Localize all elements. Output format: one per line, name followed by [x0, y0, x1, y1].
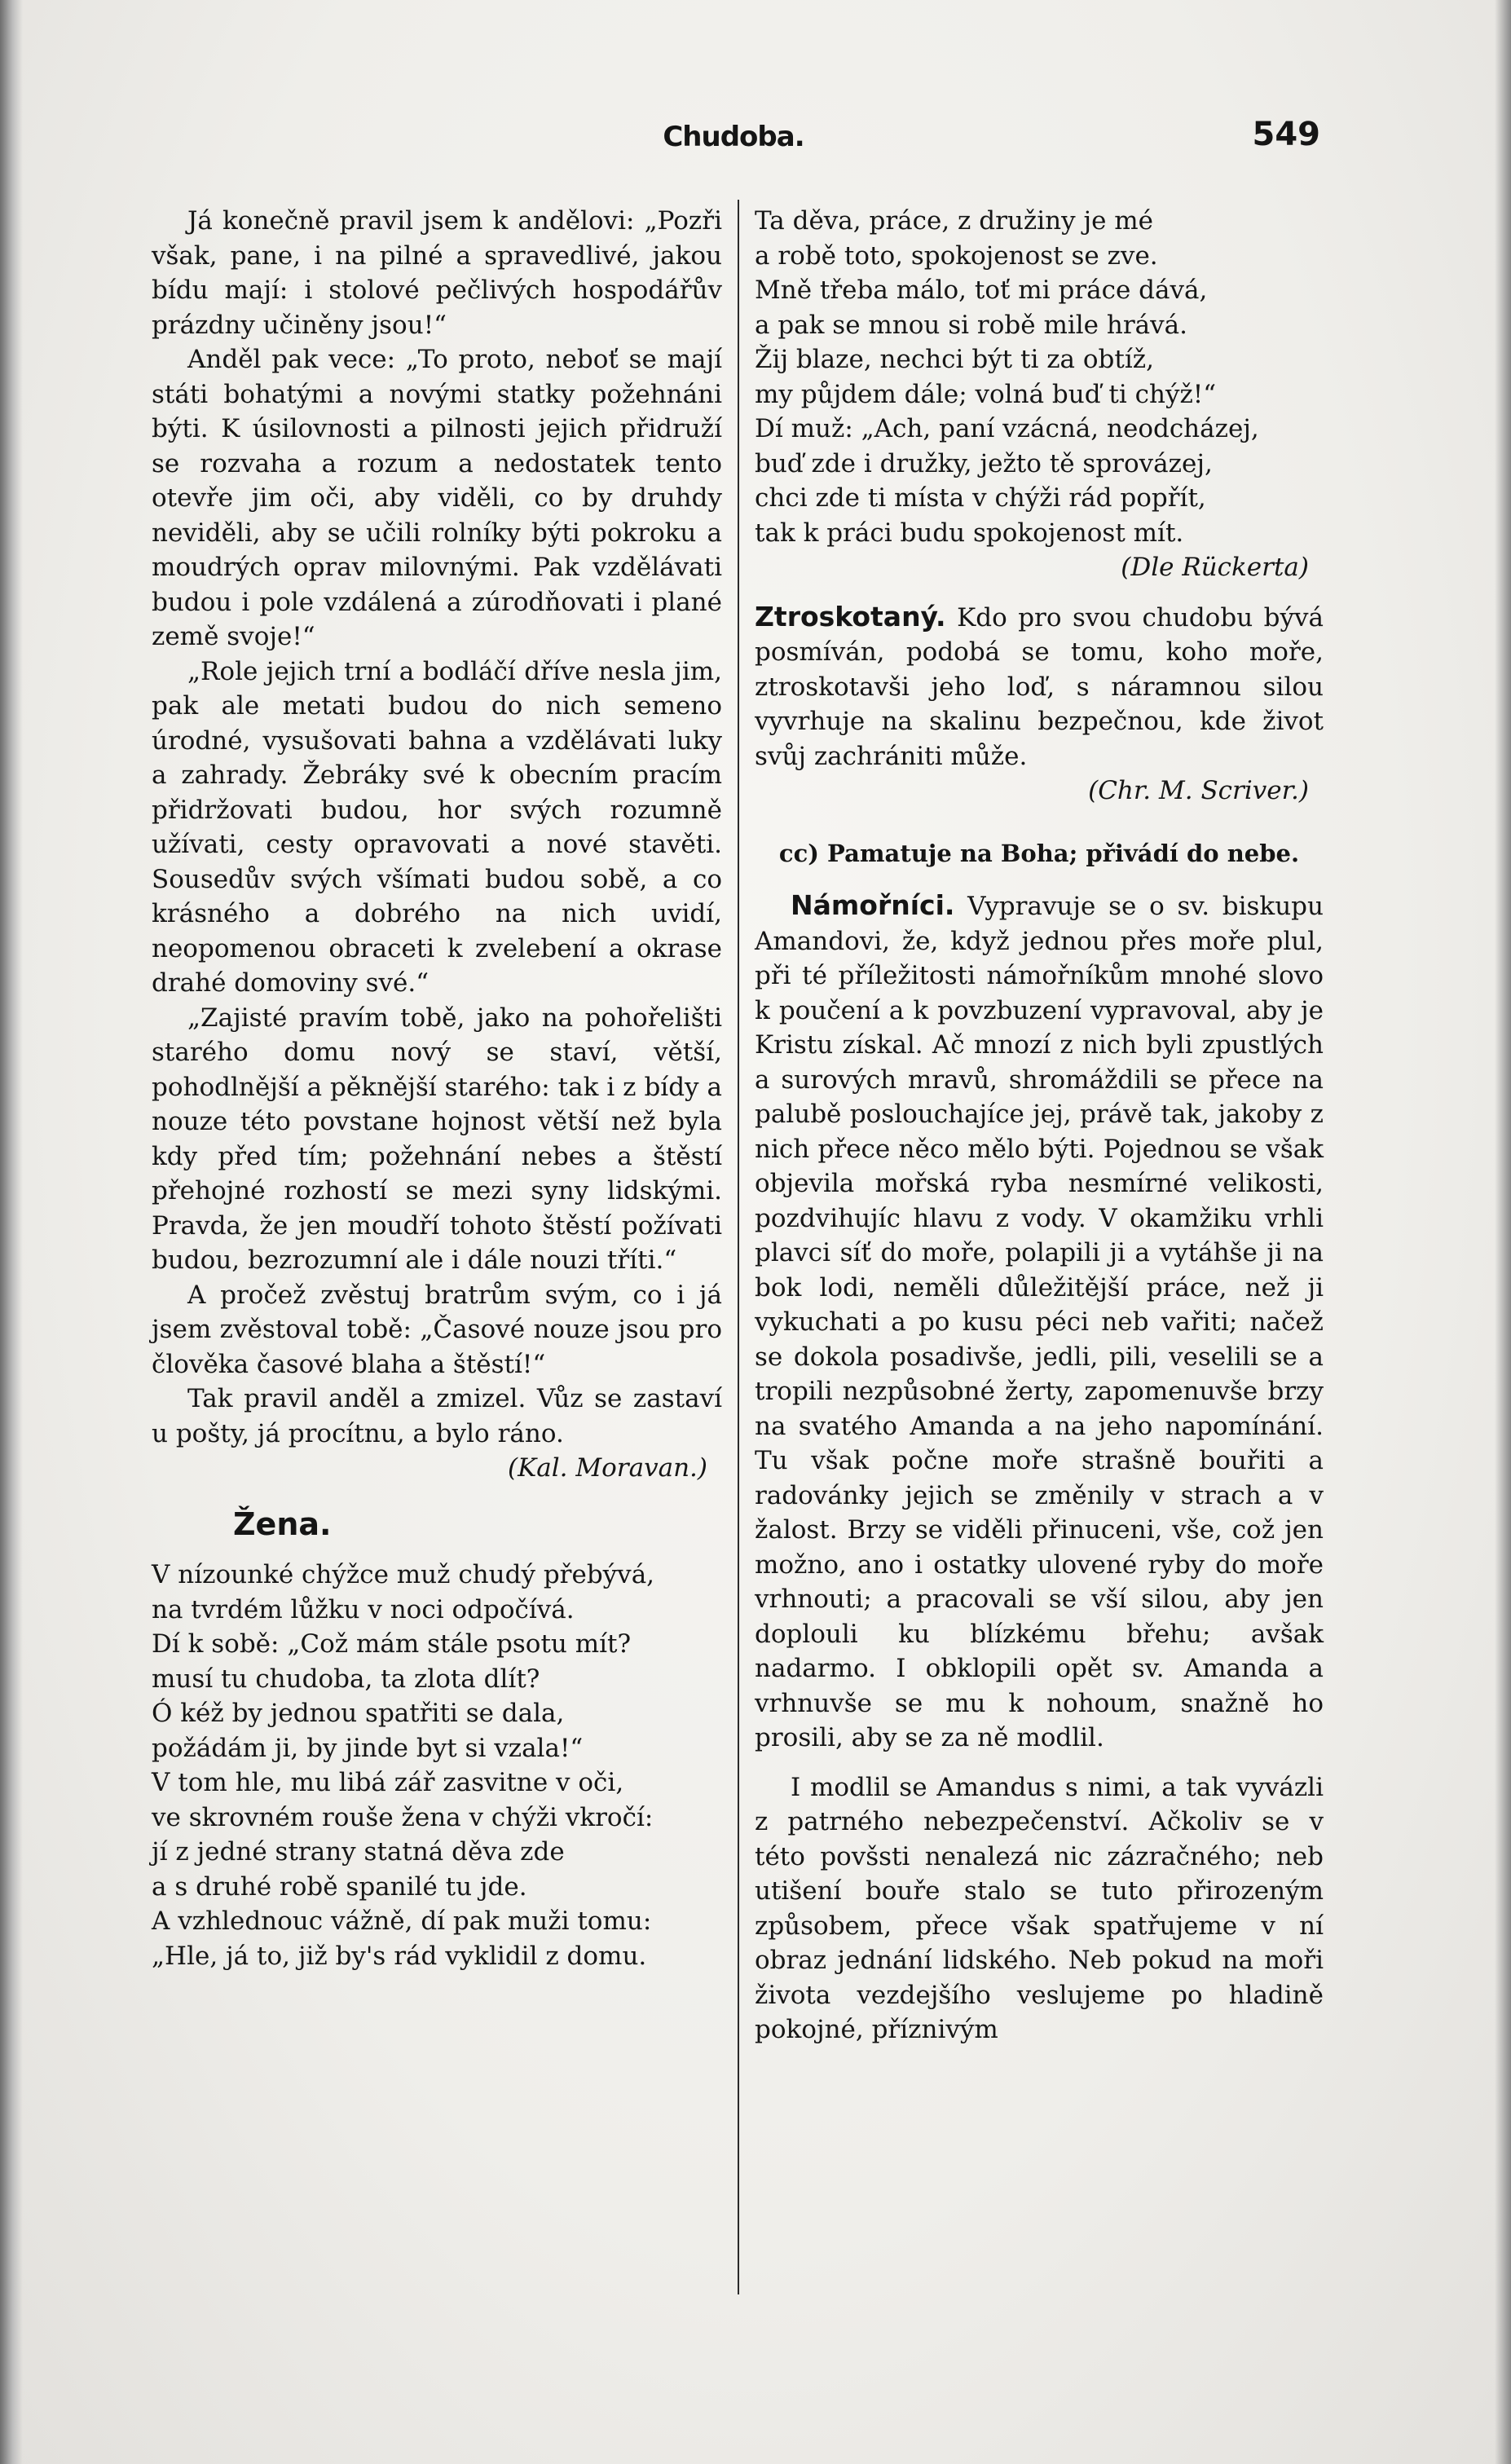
paragraph: Já konečně pravil jsem k andělovi: „Pozři však, pane, i na pilné a spravedlivé, jakou bídu mají: i stolové pečlivých hospodářův prázdny učiněny jsou!“: [152, 206, 722, 340]
entry-text: Kdo pro svou chudobu bývá posmíván, podobá se tomu, koho moře, ztroskotavši jeho loď, s náramnou silou vyvrhuje na skalinu bezpečnou, kde život svůj zachrániti může.: [755, 602, 1324, 771]
poem-line: jí z jedné strany statná děva zde: [152, 1837, 565, 1867]
right-column: [755, 204, 1324, 2047]
poem-line: V tom hle, mu libá zář zasvitne v oči,: [152, 1768, 624, 1797]
poem-line: Žij blaze, nechci být ti za obtíž,: [755, 345, 1154, 374]
poem-line: my půjdem dále; volná buď ti chýž!“: [755, 379, 1217, 409]
spacer: [755, 1756, 1324, 1770]
poem-line: Dí muž: „Ach, paní vzácná, neodcházej,: [755, 414, 1259, 443]
entry-text: Vypravuje se o sv. biskupu Amandovi, že, když jednou přes moře plul, při té příležitosti námořníkům mnohé slovo k poučení a k povzbuzení vypravoval, aby je Kristu získal. Ač mnozí z nich byli zpustlých a surových mravů, shromáždili se přece na palubě poslouchajíce jej, právě tak, jakoby z nich přece něco mělo býti. Pojednou se však objevila mořská ryba nesmírné velikosti, pozdvihujíc hlavu z vody. V okamžiku vrhli plavci síť do moře, polapili ji a vytáhše ji na bok lodi, neměli důležitější práce, než ji vykuchati a po kusu péci neb vařiti; načež se dokola posadivše, jedli, pili, veselili se a tropili nezpůsobné žerty, zapomenuvše brzy na svatého Amanda a na jeho napomínání. Tu však počne moře strašně bouřiti a radovánky jejich se změnily v strach a v žalost. Brzy se viděli přinuceni, vše, což jen možno, ano i ostatky ulovené ryby do moře vrhnouti; a pracovali se vší silou, aby jen doplouli ku blízkému břehu; avšak nadarmo. I obklopili opět sv. Amanda a vrhnuvše se mu k nohoum, snažně ho prosili, aby se za ně modlil.: [755, 892, 1324, 1752]
subheading: cc) Pamatuje na Boha; přivádí do nebe.: [778, 839, 1300, 867]
poem-line: V nízounké chýžce muž chudý přebývá,: [152, 1560, 655, 1589]
entry-namornici: [755, 888, 1324, 1756]
poem-line: Dí k sobě: „Což mám stále psotu mít?: [152, 1629, 632, 1659]
attribution: (Dle Rückerta): [1121, 553, 1309, 582]
paragraph: Tak pravil anděl a zmizel. Vůz se zastaví u pošty, já procítnu, a bylo ráno.: [152, 1384, 722, 1448]
spacer: [755, 585, 1324, 600]
poem-line: musí tu chudoba, ta zlota dlít?: [152, 1664, 540, 1694]
column-divider: [738, 200, 739, 2294]
poem-line: buď zde i družky, ježto tě sprovázej,: [755, 448, 1213, 478]
poem-line: chci zde ti místa v chýži rád popřít,: [755, 483, 1206, 513]
paragraph: A pročež zvěstuj bratrům svým, co i já jsem zvěstoval tobě: „Časové nouze jsou pro člověka časové blaha a štěstí!“: [152, 1280, 722, 1379]
page-number: 549: [1252, 116, 1320, 153]
poem-line: na tvrdém lůžku v noci odpočívá.: [152, 1594, 575, 1624]
entry-title: Ztroskotaný.: [755, 600, 946, 633]
poem-line: požádám ji, by jinde byt si vzala!“: [152, 1733, 584, 1763]
attribution: (Kal. Moravan.): [508, 1453, 707, 1483]
attribution: (Chr. M. Scriver.): [1088, 776, 1309, 805]
poem-line: „Hle, já to, již by's rád vyklidil z domu.: [152, 1941, 647, 1971]
paragraph: „Role jejich trní a bodláčí dříve nesla jim, pak ale metati budou do nich semeno úrodné, vysušovati bahna a vzdělávati luky a zahrady. Žebráky své k obecním pracím přidržovati budou, hor svých rozumně užívati, cesty opravovati a nové stavěti. Sousedův svých všímati budou sobě, a co krásného a dobrého na nich uvidí, neopomenou obraceti k zvelebení a okrase drahé domoviny své.“: [152, 656, 722, 998]
poem-line: tak k práci budu spokojenost mít.: [755, 518, 1184, 548]
poem-line: A vzhlednouc vážně, dí pak muži tomu:: [152, 1906, 652, 1936]
left-column: [152, 204, 722, 1973]
poem-line: a s druhé robě spanilé tu jde.: [152, 1871, 527, 1902]
poem-line: a robě toto, spokojenost se zve.: [755, 240, 1158, 271]
poem-line: a pak se mnou si robě mile hrává.: [755, 310, 1187, 340]
poem-line: Ta děva, práce, z družiny je mé: [755, 206, 1154, 236]
page-edge-shadow-right: [1495, 0, 1511, 2464]
paragraph: I modlil se Amandus s nimi, a tak vyvázli z patrného nebezpečenství. Ačkoliv se v této povšsti nenalezá nic zázračného; neb utišení bouře stalo se tuto přirozeným způsobem, přece však spatřujeme v ní obraz jednání lidského. Neb pokud na moři života vezdejšího veslujeme po hladině pokojné, příznivým: [755, 1772, 1324, 2044]
page-edge-shadow-left: [0, 0, 23, 2464]
paragraph: „Zajisté pravím tobě, jako na pohořelišti starého domu nový se staví, větší, pohodlnější a pěknější starého: tak i z bídy a nouze této povstane hojnost větší než byla kdy před tím; požehnání nebes a štěstí přehojné rozhostí se mezi syny lidskými. Pravda, že jen moudří tohoto štěstí požívati budou, bezrozumní ale i dále nouzi tříti.“: [152, 1003, 722, 1275]
paragraph: Anděl pak vece: „To proto, neboť se mají státi bohatými a novými statky požehnáni býti. K úsilovnosti a pilnosti jejich přidruží se rozvaha a rozum a nedostatek tento otevře jim oči, aby viděli, co by druhdy neviděli, aby se učili rolníky býti pokroku a moudrých oprav milovnými. Pak vzdělávati budou i pole vzdálená a zúrodňovati i plané země svoje!“: [152, 345, 722, 651]
section-title: Žena.: [233, 1505, 332, 1542]
poem-line: Mně třeba málo, toť mi práce dává,: [755, 275, 1208, 305]
poem-line: Ó kéž by jednou spatřiti se dala,: [152, 1699, 565, 1728]
poem-line: ve skrovném rouše žena v chýži vkročí:: [152, 1802, 654, 1832]
running-header: Chudoba.: [663, 121, 804, 153]
entry-title: Námořníci.: [791, 889, 955, 921]
entry-ztroskotany: [755, 600, 1324, 774]
